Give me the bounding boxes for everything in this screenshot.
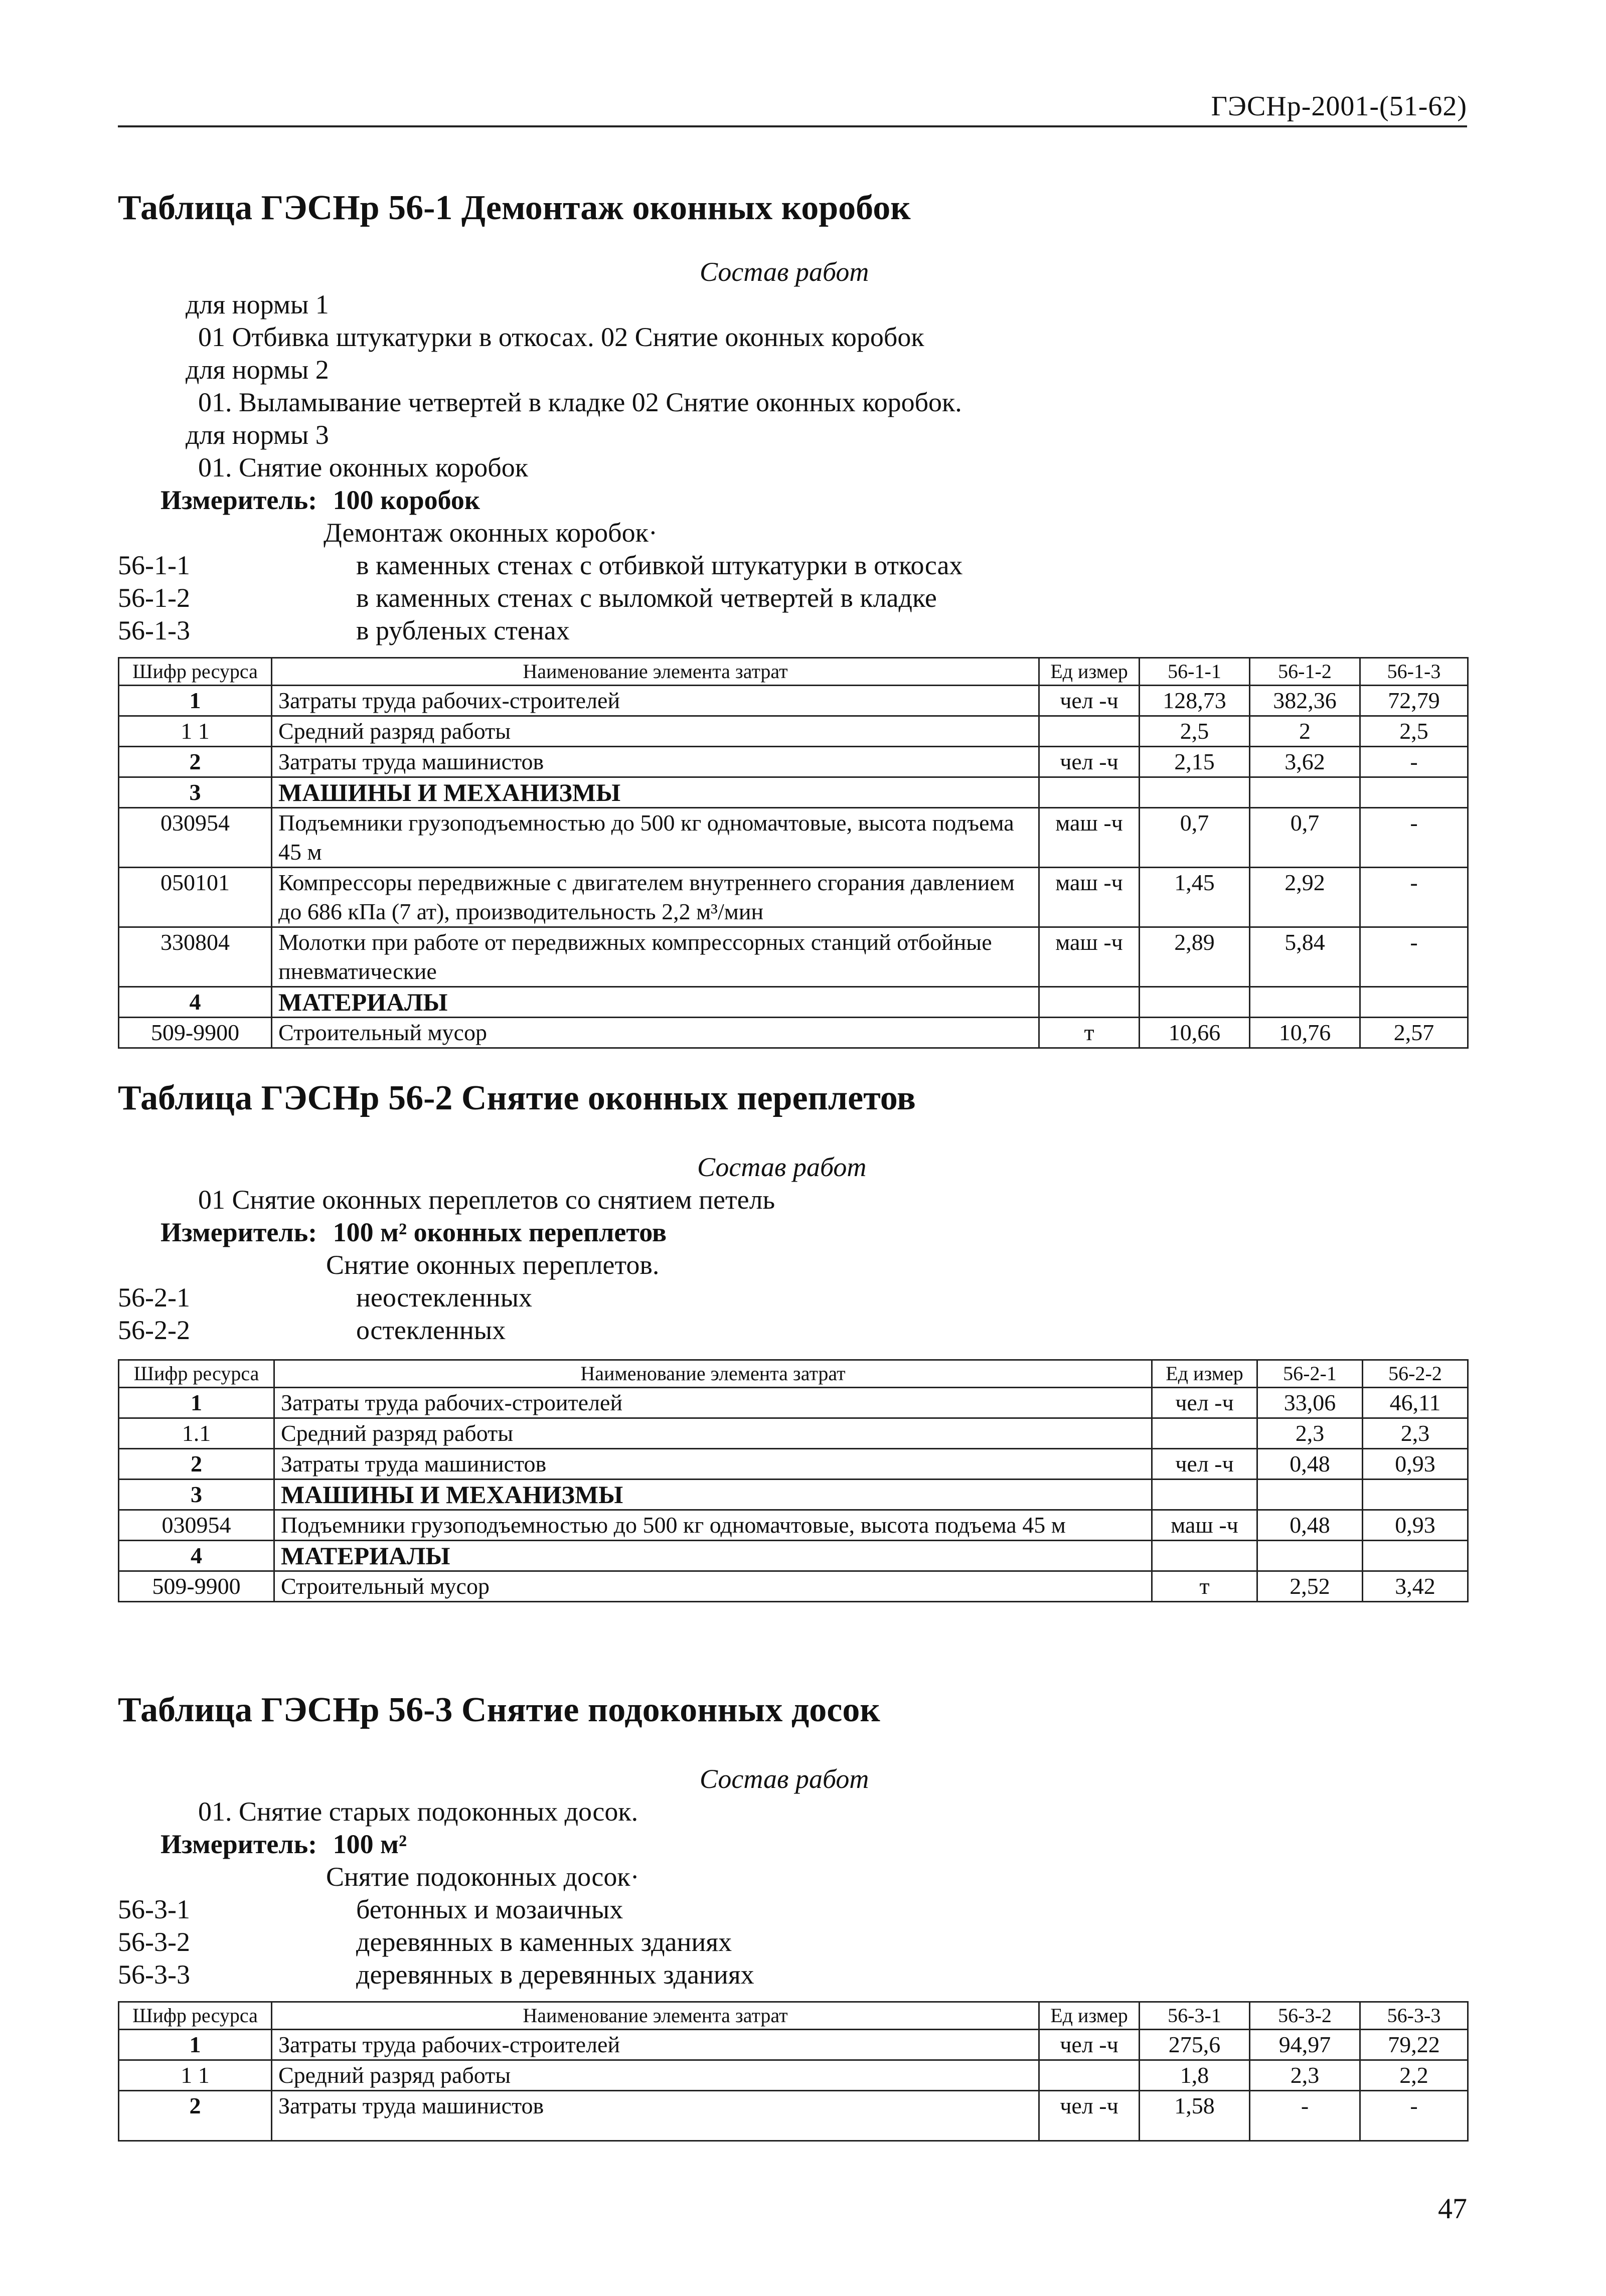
column-header: 56-1-3 (1360, 658, 1468, 686)
norm-code: 56-1-3 (118, 615, 190, 645)
value: 33,06 (1257, 1388, 1363, 1418)
table-row (119, 808, 1468, 868)
composition-line: 01 Снятие оконных переплетов со снятием петель (198, 1185, 775, 1215)
norm-description: деревянных в деревянных зданиях (356, 1959, 754, 1990)
resource-name: Затраты труда машинистов (272, 747, 1039, 777)
category-title: МАТЕРИАЛЫ (272, 987, 1039, 1018)
unit (1039, 2060, 1140, 2091)
composition-line: 01. Снятие старых подоконных досок. (198, 1796, 638, 1827)
document-code: ГЭСНр-2001-(51-62) (1211, 91, 1467, 122)
value: 2,52 (1257, 1571, 1363, 1602)
resource-name: Затраты труда машинистов (272, 2091, 1039, 2141)
resource-code: 1 (119, 2030, 272, 2060)
unit (1152, 1418, 1257, 1449)
resource-table-56-3 (118, 2001, 1469, 2142)
resource-name: Средний разряд работы (272, 2060, 1039, 2091)
norm-description: в каменных стенах с отбивкой штукатурки в откосах (356, 550, 963, 580)
value: 0,7 (1140, 808, 1250, 868)
category-title: МАШИНЫ И МЕХАНИЗМЫ (274, 1480, 1152, 1510)
table-row (119, 927, 1468, 987)
section-56-1 (118, 188, 1467, 1045)
unit: т (1152, 1571, 1257, 1602)
value: 2,92 (1250, 868, 1360, 927)
value: 0,48 (1257, 1510, 1363, 1541)
composition-line: 01 Отбивка штукатурки в откосах. 02 Снятие оконных коробок (198, 322, 924, 352)
value: - (1250, 2091, 1360, 2141)
value: 2,15 (1140, 747, 1250, 777)
meter-line (160, 1831, 407, 1858)
table-row (119, 1418, 1468, 1449)
norm-code: 56-1-2 (118, 583, 190, 613)
value: 79,22 (1360, 2030, 1468, 2060)
resource-code: 1 (119, 686, 272, 716)
page-header (118, 90, 1467, 127)
unit: чел -ч (1039, 686, 1140, 716)
unit: чел -ч (1039, 2091, 1140, 2141)
value: 2,5 (1140, 716, 1250, 747)
norm-code: 56-3-1 (118, 1894, 190, 1924)
value: 1,58 (1140, 2091, 1250, 2141)
section-title: Таблица ГЭСНр 56-3 Снятие подоконных досок (118, 1691, 880, 1729)
norm-group-name: Демонтаж оконных коробок· (324, 518, 658, 548)
column-header: Шифр ресурса (119, 658, 272, 686)
value: 2,3 (1363, 1418, 1468, 1449)
value: 0,48 (1257, 1449, 1363, 1480)
section-56-3 (118, 1690, 1467, 2167)
table-header-row (119, 1360, 1468, 1388)
resource-code: 1.1 (119, 1418, 274, 1449)
column-header: Шифр ресурса (119, 2002, 272, 2030)
resource-table-56-2 (118, 1359, 1469, 1602)
unit: т (1039, 1018, 1140, 1048)
value: 1,45 (1140, 868, 1250, 927)
section-title: Таблица ГЭСНр 56-1 Демонтаж оконных коробок (118, 189, 911, 227)
resource-code: 1 1 (119, 716, 272, 747)
column-header: Наименование элемента затрат (274, 1360, 1152, 1388)
column-header: 56-1-1 (1140, 658, 1250, 686)
unit (1039, 716, 1140, 747)
resource-code: 509-9900 (119, 1571, 274, 1602)
resource-code: 4 (119, 1541, 274, 1571)
meter-label: Измеритель: (160, 1217, 317, 1247)
value: 46,11 (1363, 1388, 1468, 1418)
composition-label: Состав работ (697, 1152, 867, 1182)
column-header: 56-2-2 (1363, 1360, 1468, 1388)
column-header: 56-2-1 (1257, 1360, 1363, 1388)
value: 5,84 (1250, 927, 1360, 987)
unit: чел -ч (1039, 747, 1140, 777)
resource-name: Затраты труда машинистов (274, 1449, 1152, 1480)
value: 2 (1250, 716, 1360, 747)
resource-name: Затраты труда рабочих-строителей (272, 2030, 1039, 2060)
composition-line: для нормы 1 (186, 289, 329, 319)
unit: маш -ч (1039, 868, 1140, 927)
resource-name: Подъемники грузоподъемностью до 500 кг одномачтовые, высота подъема 45 м (272, 808, 1039, 868)
category-title: МАШИНЫ И МЕХАНИЗМЫ (272, 777, 1039, 808)
column-header: Наименование элемента затрат (272, 658, 1039, 686)
column-header: Наименование элемента затрат (272, 2002, 1039, 2030)
value: 72,79 (1360, 686, 1468, 716)
resource-name: Молотки при работе от передвижных компрессорных станций отбойные пневматические (272, 927, 1039, 987)
resource-code: 030954 (119, 1510, 274, 1541)
value: 10,76 (1250, 1018, 1360, 1048)
unit: маш -ч (1039, 808, 1140, 868)
column-header: Ед измер (1039, 2002, 1140, 2030)
table-row (119, 2030, 1468, 2060)
table-row (119, 1388, 1468, 1418)
meter-value: 100 м² оконных переплетов (333, 1217, 667, 1247)
resource-code: 330804 (119, 927, 272, 987)
meter-value: 100 коробок (333, 485, 480, 515)
page-number: 47 (1438, 2192, 1467, 2225)
meter-line (160, 486, 480, 514)
value: 2,57 (1360, 1018, 1468, 1048)
composition-line: 01. Снятие оконных коробок (198, 452, 528, 482)
table-row (119, 2060, 1468, 2091)
norm-code: 56-3-3 (118, 1959, 190, 1990)
table-category-row (119, 1480, 1468, 1510)
resource-code: 2 (119, 2091, 272, 2141)
column-header: Шифр ресурса (119, 1360, 274, 1388)
section-title: Таблица ГЭСНр 56-2 Снятие оконных переплетов (118, 1079, 916, 1117)
value: 1,8 (1140, 2060, 1250, 2091)
table-row (119, 1018, 1468, 1048)
norm-code: 56-2-1 (118, 1282, 190, 1313)
resource-table-56-1 (118, 657, 1469, 1049)
value: 128,73 (1140, 686, 1250, 716)
table-category-row (119, 1541, 1468, 1571)
resource-name: Подъемники грузоподъемностью до 500 кг одномачтовые, высота подъема 45 м (274, 1510, 1152, 1541)
table-row (119, 716, 1468, 747)
resource-code: 030954 (119, 808, 272, 868)
resource-name: Затраты труда рабочих-строителей (272, 686, 1039, 716)
table-category-row (119, 777, 1468, 808)
value: 3,62 (1250, 747, 1360, 777)
composition-line: 01. Выламывание четвертей в кладке 02 Снятие оконных коробок. (198, 387, 962, 417)
resource-name: Строительный мусор (272, 1018, 1039, 1048)
value: 2,89 (1140, 927, 1250, 987)
value: - (1360, 927, 1468, 987)
column-header: 56-3-3 (1360, 2002, 1468, 2030)
column-header: 56-1-2 (1250, 658, 1360, 686)
value: 2,3 (1250, 2060, 1360, 2091)
table-row (119, 747, 1468, 777)
resource-code: 3 (119, 777, 272, 808)
section-56-2 (118, 1078, 1467, 1630)
composition-line: для нормы 3 (186, 420, 329, 450)
column-header: 56-3-2 (1250, 2002, 1360, 2030)
value: - (1360, 2091, 1468, 2141)
resource-code: 3 (119, 1480, 274, 1510)
value: 0,7 (1250, 808, 1360, 868)
composition-label: Состав работ (700, 257, 869, 287)
table-row (119, 1571, 1468, 1602)
norm-description: в каменных стенах с выломкой четвертей в кладке (356, 583, 937, 613)
meter-line (160, 1219, 667, 1246)
norm-description: бетонных и мозаичных (356, 1894, 623, 1924)
value: 0,93 (1363, 1449, 1468, 1480)
value: 0,93 (1363, 1510, 1468, 1541)
value: 2,3 (1257, 1418, 1363, 1449)
value: 10,66 (1140, 1018, 1250, 1048)
value: 275,6 (1140, 2030, 1250, 2060)
resource-code: 1 (119, 1388, 274, 1418)
resource-name: Компрессоры передвижные с двигателем внутреннего сгорания давлением до 686 кПа (7 ат), производительность 2,2 м³/мин (272, 868, 1039, 927)
value: - (1360, 747, 1468, 777)
unit: чел -ч (1039, 2030, 1140, 2060)
resource-name: Затраты труда рабочих-строителей (274, 1388, 1152, 1418)
resource-code: 2 (119, 1449, 274, 1480)
value: 382,36 (1250, 686, 1360, 716)
table-header-row (119, 658, 1468, 686)
norm-code: 56-1-1 (118, 550, 190, 580)
meter-label: Измеритель: (160, 1829, 317, 1859)
unit: чел -ч (1152, 1388, 1257, 1418)
table-row (119, 1510, 1468, 1541)
column-header: 56-3-1 (1140, 2002, 1250, 2030)
table-category-row (119, 987, 1468, 1018)
resource-code: 2 (119, 747, 272, 777)
table-row (119, 868, 1468, 927)
norm-code: 56-3-2 (118, 1927, 190, 1957)
meter-label: Измеритель: (160, 485, 317, 515)
norm-description: в рубленых стенах (356, 615, 570, 645)
table-row (119, 2091, 1468, 2141)
norm-description: деревянных в каменных зданиях (356, 1927, 732, 1957)
table-row (119, 1449, 1468, 1480)
resource-code: 4 (119, 987, 272, 1018)
norm-group-name: Снятие подоконных досок· (326, 1862, 639, 1892)
resource-code: 050101 (119, 868, 272, 927)
resource-name: Средний разряд работы (272, 716, 1039, 747)
value: - (1360, 868, 1468, 927)
composition-line: для нормы 2 (186, 355, 329, 385)
value: 3,42 (1363, 1571, 1468, 1602)
meter-value: 100 м² (333, 1829, 407, 1859)
value: - (1360, 808, 1468, 868)
table-row (119, 686, 1468, 716)
norm-code: 56-2-2 (118, 1315, 190, 1345)
unit: маш -ч (1152, 1510, 1257, 1541)
composition-label: Состав работ (700, 1764, 869, 1794)
resource-code: 1 1 (119, 2060, 272, 2091)
resource-name: Строительный мусор (274, 1571, 1152, 1602)
unit: маш -ч (1039, 927, 1140, 987)
value: 2,2 (1360, 2060, 1468, 2091)
norm-description: неостекленных (356, 1282, 532, 1313)
norm-group-name: Снятие оконных переплетов. (326, 1250, 660, 1280)
resource-name: Средний разряд работы (274, 1418, 1152, 1449)
column-header: Ед измер (1039, 658, 1140, 686)
norm-description: остекленных (356, 1315, 506, 1345)
resource-code: 509-9900 (119, 1018, 272, 1048)
value: 94,97 (1250, 2030, 1360, 2060)
column-header: Ед измер (1152, 1360, 1257, 1388)
unit: чел -ч (1152, 1449, 1257, 1480)
category-title: МАТЕРИАЛЫ (274, 1541, 1152, 1571)
value: 2,5 (1360, 716, 1468, 747)
table-header-row (119, 2002, 1468, 2030)
